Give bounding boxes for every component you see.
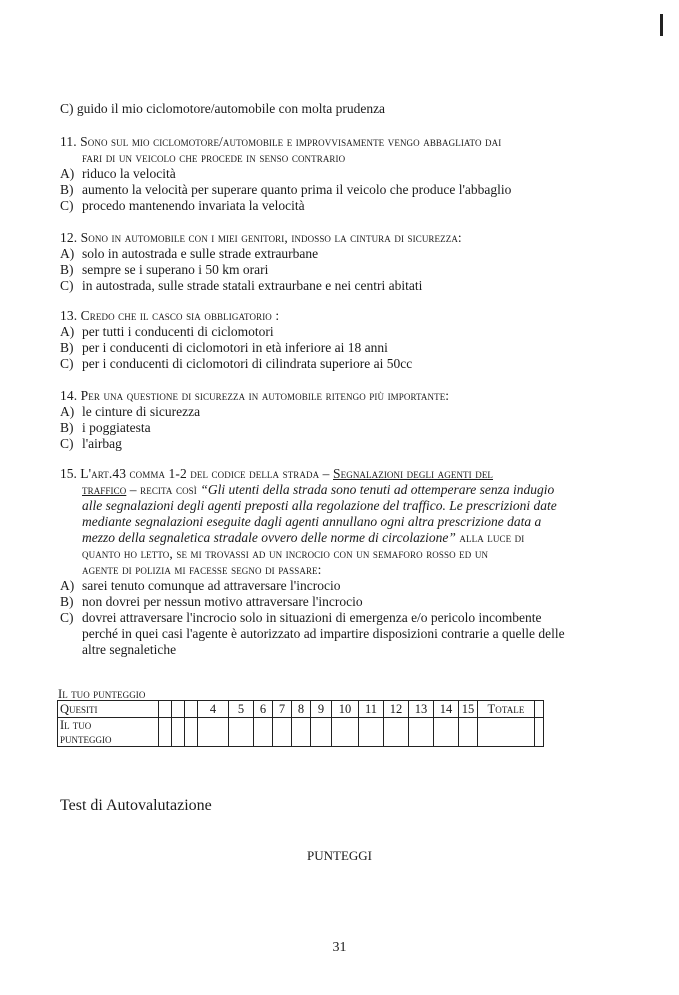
q11-text-1: 11. Sono sul mio ciclomotore/automobile e improvvisamente vengo abbagliato dai — [60, 134, 502, 149]
score-cell — [384, 718, 409, 747]
score-cell — [292, 718, 311, 747]
q12-option-b: B) sempre se i superano i 50 km orari — [60, 262, 269, 277]
score-cell-number: 13 — [409, 701, 434, 718]
score-cell-blank — [535, 701, 544, 718]
score-table — [57, 700, 544, 747]
q15-line-2: traffico – recita così “Gli utenti della strada sono tenuti ad ottemperare senza indugio — [82, 482, 555, 497]
q14-option-b: B) i poggiatesta — [60, 420, 151, 435]
q15-line-4: mediante segnalazioni eseguite dagli agenti annullano ogni altra prescrizione data a — [82, 514, 542, 529]
score-cell-blank — [159, 701, 172, 718]
q15-option-b: B) non dovrei per nessun motivo attraversare l'incrocio — [60, 594, 363, 609]
q14-option-c: C) l'airbag — [60, 436, 122, 451]
q13-option-a: A) per tutti i conducenti di ciclomotori — [60, 324, 274, 339]
q15-line-7: agente di polizia mi facesse segno di passare: — [82, 562, 322, 577]
score-cell — [332, 718, 359, 747]
q12-option-c: C) in autostrada, sulle strade statali extraurbane e nei centri abitati — [60, 278, 423, 293]
score-row-points — [58, 718, 544, 747]
score-cell-number: 6 — [254, 701, 273, 718]
score-row-label: Quesiti — [58, 701, 159, 718]
q15-line-3: alle segnalazioni degli agenti preposti alla regolazione del traffico. Le prescrizioni date — [82, 498, 557, 513]
q15-line-1: 15. L'art.43 comma 1-2 del codice della strada – Segnalazioni degli agenti del — [60, 466, 494, 481]
q15-line-6: quanto ho letto, se mi trovassi ad un incrocio con un semaforo rosso ed un — [82, 546, 489, 561]
q14-text: 14. Per una questione di sicurezza in automobile ritengo più importante: — [60, 388, 450, 403]
q11-option-c: C) procedo mantenendo invariata la velocità — [60, 198, 305, 213]
score-cell — [434, 718, 459, 747]
score-row-questions — [58, 701, 544, 718]
score-cell — [478, 718, 535, 747]
score-cell-number: 9 — [311, 701, 332, 718]
q15-option-a: A) sarei tenuto comunque ad attraversare l'incrocio — [60, 578, 341, 593]
score-cell-blank — [172, 701, 185, 718]
score-cell — [198, 718, 229, 747]
score-cell — [311, 718, 332, 747]
q13-option-b: B) per i conducenti di ciclomotori in età inferiore ai 18 anni — [60, 340, 388, 355]
score-cell-number: 5 — [229, 701, 254, 718]
score-cell — [459, 718, 478, 747]
score-cell — [535, 718, 544, 747]
score-cell-number: 12 — [384, 701, 409, 718]
score-cell-number: 8 — [292, 701, 311, 718]
scan-mark — [660, 14, 663, 36]
score-cell-number: 15 — [459, 701, 478, 718]
section-heading: Test di Autovalutazione — [60, 797, 212, 814]
score-cell — [359, 718, 384, 747]
score-cell-number: 10 — [332, 701, 359, 718]
q15-option-c: C) dovrei attraversare l'incrocio solo in situazioni di emergenza e/o pericolo incombente — [60, 610, 542, 625]
score-cell — [159, 718, 172, 747]
score-cell-number: 7 — [273, 701, 292, 718]
q11-option-b: B) aumento la velocità per superare quanto prima il veicolo che produce l'abbaglio — [60, 182, 512, 197]
q13-text: 13. Credo che il casco sia obbligatorio : — [60, 308, 280, 323]
q12-text: 12. Sono in automobile con i miei genitori, indosso la cintura di sicurezza: — [60, 230, 462, 245]
score-row-label-points: Il tuo punteggio — [58, 718, 159, 747]
score-cell-number: 11 — [359, 701, 384, 718]
score-cell-blank — [185, 701, 198, 718]
score-cell — [409, 718, 434, 747]
page-number: 31 — [332, 940, 347, 955]
q15-option-c-cont-2: altre segnaletiche — [82, 642, 177, 657]
score-cell — [185, 718, 198, 747]
q14-option-a: A) le cinture di sicurezza — [60, 404, 201, 419]
q11-text-2: fari di un veicolo che procede in senso contrario — [82, 150, 346, 165]
punteggi-label: PUNTEGGI — [307, 848, 372, 863]
score-cell — [273, 718, 292, 747]
score-cell — [229, 718, 254, 747]
score-cell-number: 14 — [434, 701, 459, 718]
prev-option-c: C) guido il mio ciclomotore/automobile con molta prudenza — [60, 101, 386, 116]
score-cell-number: 4 — [198, 701, 229, 718]
q11-option-a: A) riduco la velocità — [60, 166, 176, 181]
score-cell — [254, 718, 273, 747]
score-title: Il tuo punteggio — [58, 687, 146, 701]
q15-line-5: mezzo della segnaletica stradale ovvero delle norme di circolazione” alla luce di — [82, 530, 525, 545]
q13-option-c: C) per i conducenti di ciclomotori di cilindrata superiore ai 50cc — [60, 356, 413, 371]
q12-option-a: A) solo in autostrada e sulle strade extraurbane — [60, 246, 319, 261]
q15-option-c-cont-1: perché in quei casi l'agente è autorizzato ad impartire disposizioni contrarie a quelle delle — [82, 626, 565, 641]
score-cell — [172, 718, 185, 747]
score-cell-total: Totale — [478, 701, 535, 718]
